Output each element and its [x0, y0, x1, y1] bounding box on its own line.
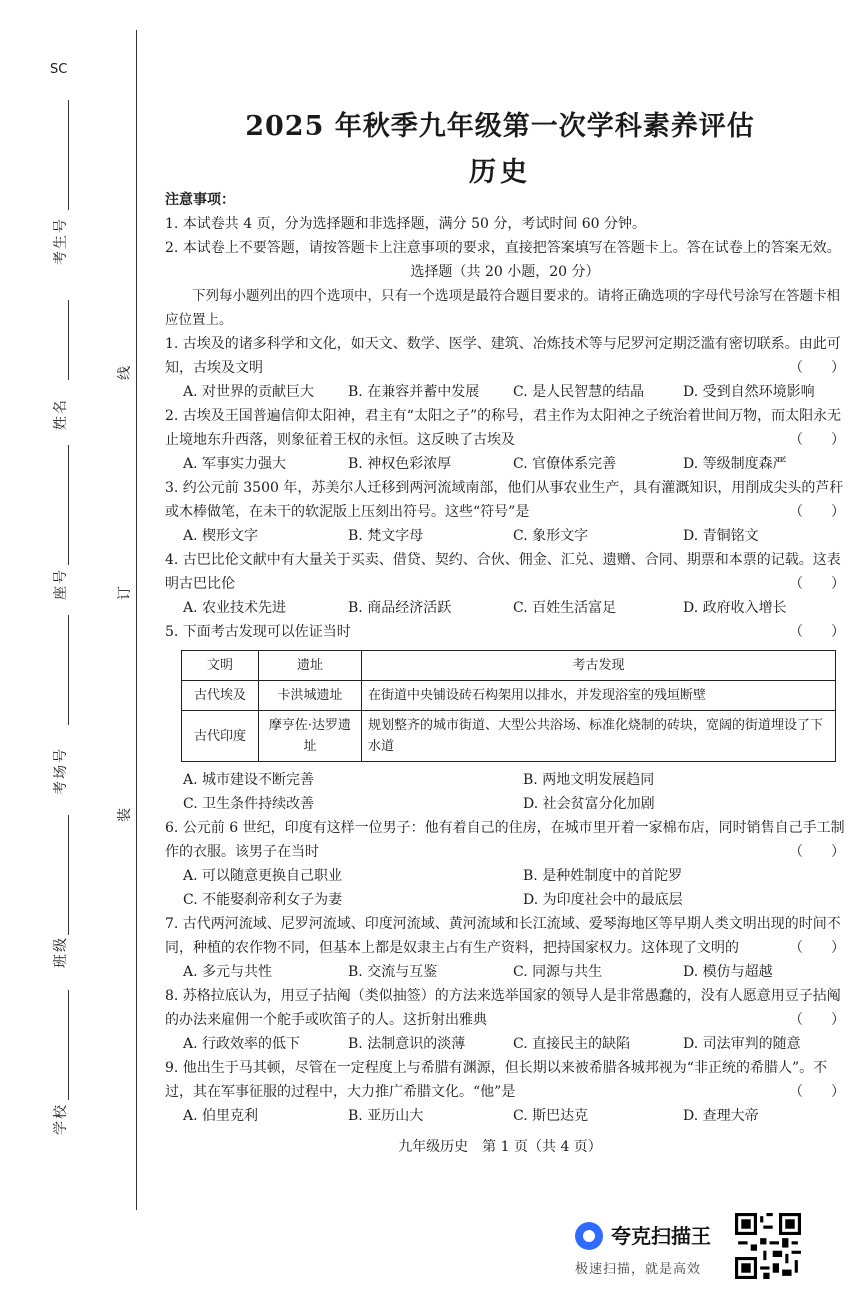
options: [165, 596, 845, 620]
notice-title: 注意事项：: [165, 192, 235, 208]
option-c: C. 直接民主的缺陷: [513, 1036, 631, 1052]
option-c: C. 卫生条件持续改善: [183, 796, 315, 812]
question-5: [165, 620, 845, 644]
field-rule: [68, 990, 69, 1100]
option-d: D. 司法审判的随意: [683, 1036, 801, 1052]
table-cell: 卡洪城遗址: [259, 681, 362, 711]
field-school: 学校: [53, 1103, 69, 1135]
option-c: C. 百姓生活富足: [513, 600, 617, 616]
question-stem: 5. 下面考古发现可以佐证当时: [165, 624, 351, 640]
section-intro: 下列每小题列出的四个选项中，只有一个选项是最符合题目要求的。请将正确选项的字母代号涂写在答题卡相应位置上。: [165, 288, 840, 328]
table-row: [182, 681, 836, 711]
option-b: B. 梵文字母: [348, 528, 424, 544]
answer-bracket: （ ）: [789, 624, 845, 640]
archaeology-table: [181, 650, 836, 762]
answer-bracket: （ ）: [789, 844, 845, 860]
options: [165, 864, 845, 912]
brand-slogan: 极速扫描，就是高效: [575, 1262, 702, 1277]
corner-code: SC: [50, 62, 68, 77]
option-a: A. 城市建设不断完善: [183, 772, 315, 788]
option-d: D. 政府收入增长: [683, 600, 787, 616]
table-header-row: [182, 651, 836, 681]
option-d: D. 青铜铭文: [683, 528, 759, 544]
option-c: C. 不能娶刹帝利女子为妻: [183, 892, 343, 908]
field-rule: [68, 615, 69, 725]
table-cell: 古代埃及: [182, 681, 259, 711]
answer-bracket: （ ）: [789, 940, 845, 956]
answer-bracket: （ ）: [789, 432, 845, 448]
option-b: B. 法制意识的淡薄: [348, 1036, 466, 1052]
question-7: [165, 912, 845, 960]
option-a: A. 军事实力强大: [183, 456, 287, 472]
option-a: A. 多元与共性: [183, 964, 273, 980]
option-d: D. 社会贫富分化加剧: [523, 796, 655, 812]
binding-mark-bind: 装: [117, 808, 133, 822]
field-class: 班级: [53, 936, 69, 968]
option-c: C. 是人民智慧的结晶: [513, 384, 645, 400]
field-rule: [68, 815, 69, 935]
question-stem: 8. 苏格拉底认为，用豆子拈阄（类似抽签）的方法来选举国家的领导人是非常愚蠢的，没有人愿意用豆子拈阄的办法来雇佣一个舵手或吹笛子的人。这折射出雅典: [165, 988, 841, 1028]
question-6: [165, 816, 845, 864]
field-seat: 座号: [53, 568, 69, 600]
field-rule: [68, 445, 69, 565]
option-b: B. 商品经济活跃: [348, 600, 452, 616]
binding-mark-line: 线: [117, 366, 133, 380]
question-9: [165, 1056, 845, 1104]
table-header: 文明: [182, 651, 259, 681]
options: [165, 1104, 845, 1128]
answer-bracket: （ ）: [789, 1084, 845, 1100]
question-stem: 4. 古巴比伦文献中有大量关于买卖、借贷、契约、合伙、佣金、汇兑、遗赠、合同、期票和本票的记载。这表明古巴比伦: [165, 552, 841, 592]
option-d: D. 模仿与超越: [683, 964, 773, 980]
options: [165, 768, 845, 816]
question-stem: 3. 约公元前 3500 年，苏美尔人迁移到两河流域南部，他们从事农业生产，具有灌溉知识，用削成尖头的芦秆或木棒做笔，在未干的软泥版上压刻出符号。这些“符号”是: [165, 480, 844, 520]
option-c: C. 同源与共生: [513, 964, 603, 980]
options: [165, 524, 845, 548]
option-a: A. 对世界的贡献巨大: [183, 384, 315, 400]
brand-logo-icon: [575, 1222, 603, 1250]
qr-code-icon: [735, 1213, 801, 1279]
options: [165, 452, 845, 476]
option-a: A. 可以随意更换自己职业: [183, 868, 343, 884]
answer-bracket: （ ）: [789, 504, 845, 520]
question-stem: 2. 古埃及王国普遍信仰太阳神，君主有“太阳之子”的称号，君主作为太阳神之子统治着世间万物，而太阳永无止境地东升西落，则象征着王权的永恒。这反映了古埃及: [165, 408, 842, 448]
option-b: B. 交流与互鉴: [348, 964, 438, 980]
field-rule: [68, 300, 69, 380]
notice-item: 2. 本试卷上不要答题，请按答题卡上注意事项的要求，直接把答案填写在答题卡上。答在试卷上的答案无效。: [165, 240, 841, 256]
options: [165, 1032, 845, 1056]
option-b: B. 亚历山大: [348, 1108, 424, 1124]
table-header: 考古发现: [362, 651, 836, 681]
option-b: B. 是种姓制度中的首陀罗: [523, 868, 683, 884]
options: [165, 960, 845, 984]
option-a: A. 行政效率的低下: [183, 1036, 301, 1052]
exam-subject: 历史: [469, 157, 531, 188]
option-d: D. 查理大帝: [683, 1108, 759, 1124]
question-8: [165, 984, 845, 1032]
table-cell: 在街道中央铺设砖石构架用以排水，并发现浴室的残垣断壁: [362, 681, 836, 711]
options: [165, 380, 845, 404]
answer-bracket: （ ）: [789, 360, 845, 376]
field-name: 姓名: [53, 398, 69, 430]
binding-mark-staple: 订: [117, 586, 133, 600]
binding-line: [136, 30, 137, 1210]
question-4: [165, 548, 845, 596]
brand-name: 夸克扫描王: [611, 1224, 711, 1248]
question-stem: 9. 他出生于马其顿，尽管在一定程度上与希腊有渊源，但长期以来被希腊各城邦视为“非正统的希腊人”。不过，其在军事征服的过程中，大力推广希腊文化。“他”是: [165, 1060, 828, 1100]
field-rule: [68, 100, 69, 210]
option-c: C. 象形文字: [513, 528, 589, 544]
table-cell: 摩亨佐·达罗遗址: [259, 711, 362, 762]
notice-item: 1. 本试卷共 4 页，分为选择题和非选择题，满分 50 分，考试时间 60 分钟。: [165, 216, 647, 232]
option-d: D. 为印度社会中的最底层: [523, 892, 683, 908]
table-row: [182, 711, 836, 762]
option-a: A. 楔形文字: [183, 528, 259, 544]
question-stem: 7. 古代两河流域、尼罗河流域、印度河流域、黄河流域和长江流域、爱琴海地区等早期人类文明出现的时间不同，种植的农作物不同，但基本上都是奴隶主占有生产资料，把持国家权力。这体现了文明的: [165, 916, 841, 956]
field-exam-room: 考场号: [53, 747, 69, 795]
option-b: B. 神权色彩浓厚: [348, 456, 452, 472]
table-cell: 规划整齐的城市街道、大型公共浴场、标准化烧制的砖块，宽阔的街道埋设了下水道: [362, 711, 836, 762]
option-a: A. 伯里克利: [183, 1108, 259, 1124]
option-b: B. 在兼容并蓄中发展: [348, 384, 480, 400]
question-2: [165, 404, 845, 452]
answer-bracket: （ ）: [789, 1012, 845, 1028]
table-cell: 古代印度: [182, 711, 259, 762]
table-header: 遗址: [259, 651, 362, 681]
section-title: 选择题（共 20 小题，20 分）: [410, 264, 600, 280]
answer-bracket: （ ）: [789, 576, 845, 592]
exam-title: 2025 年秋季九年级第一次学科素养评估: [245, 111, 755, 142]
question-stem: 6. 公元前 6 世纪，印度有这样一位男子：他有着自己的住房，在城市里开着一家棉布店，同时销售自己手工制作的衣服。该男子在当时: [165, 820, 845, 860]
option-d: D. 受到自然环境影响: [683, 384, 815, 400]
field-candidate-number: 考生号: [53, 217, 69, 265]
option-a: A. 农业技术先进: [183, 600, 287, 616]
option-c: C. 斯巴达克: [513, 1108, 589, 1124]
exam-content: [165, 188, 845, 1128]
option-d: D. 等级制度森严: [683, 456, 787, 472]
question-3: [165, 476, 845, 524]
option-b: B. 两地文明发展趋同: [523, 772, 655, 788]
question-1: [165, 332, 845, 380]
question-stem: 1. 古埃及的诸多科学和文化，如天文、数学、医学、建筑、冶炼技术等与尼罗河定期泛滥有密切联系。由此可知，古埃及文明: [165, 336, 841, 376]
page-footer: 九年级历史 第 1 页（共 4 页）: [398, 1139, 602, 1155]
option-c: C. 官僚体系完善: [513, 456, 617, 472]
